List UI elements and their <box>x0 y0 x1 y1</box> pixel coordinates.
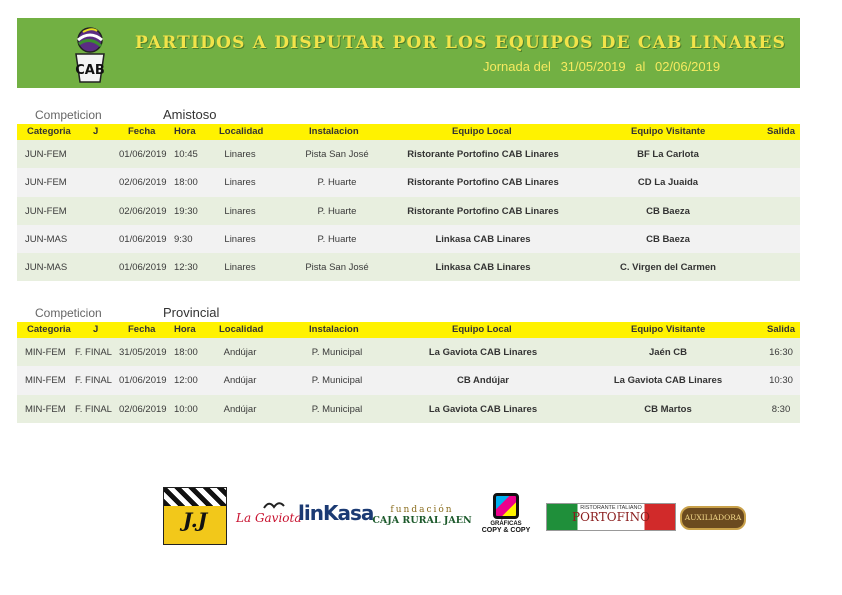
cell-categoria: JUN-MAS <box>25 233 68 245</box>
cell-equipo-visitante: CB Baeza <box>646 205 690 217</box>
col-equipo-local: Equipo Local <box>452 126 512 137</box>
cell-hora: 10:45 <box>174 149 198 160</box>
date-from: 31/05/2019 <box>560 59 626 74</box>
cell-fecha: 02/06/2019 <box>119 403 167 415</box>
cell-equipo-local: Ristorante Portofino CAB Linares <box>407 149 559 160</box>
cell-localidad: Andújar <box>223 403 257 415</box>
cell-instalacion: P. Municipal <box>311 375 363 387</box>
jj-sponsor-logo <box>163 487 227 545</box>
cell-hora: 18:00 <box>174 347 198 358</box>
cell-fecha: 01/06/2019 <box>119 375 167 387</box>
competition-row <box>17 304 800 322</box>
col-instalacion: Instalacion <box>309 324 359 335</box>
table-row <box>17 338 800 366</box>
linkasa-sponsor-logo: linKasa <box>298 501 374 525</box>
competition-value: Provincial <box>163 305 220 320</box>
caja-rural-text: CAJA RURAL JAEN <box>372 515 472 526</box>
logo-text: CAB <box>75 63 105 78</box>
col-equipo-visitante: Equipo Visitante <box>631 126 706 137</box>
table-row <box>17 366 800 394</box>
cell-categoria: MIN-FEM <box>25 347 66 358</box>
cell-fecha: 01/06/2019 <box>119 262 167 274</box>
table-row <box>17 225 800 253</box>
copy-copy-sponsor-logo <box>475 493 537 534</box>
cell-equipo-local: La Gaviota CAB Linares <box>428 403 538 415</box>
jornada-range <box>483 59 726 74</box>
header-banner <box>17 18 800 88</box>
fundacion-text: fundación <box>390 505 454 515</box>
cell-equipo-local: Ristorante Portofino CAB Linares <box>407 177 559 189</box>
cell-hora: 9:30 <box>174 233 193 245</box>
cell-instalacion: Pista San José <box>305 262 369 274</box>
cell-equipo-visitante: CB Martos <box>644 403 692 415</box>
jornada-al: al <box>635 59 646 74</box>
col-equipo-local: Equipo Local <box>452 324 512 335</box>
cell-categoria: MIN-FEM <box>25 375 66 387</box>
col-hora: Hora <box>174 324 196 335</box>
table-row <box>17 168 800 196</box>
cell-equipo-local: Linkasa CAB Linares <box>435 262 531 274</box>
cell-localidad: Linares <box>224 233 256 245</box>
cell-instalacion: P. Municipal <box>311 347 363 358</box>
cell-localidad: Linares <box>224 205 256 217</box>
cell-equipo-visitante: BF La Carlota <box>637 149 699 160</box>
col-j: J <box>93 126 99 137</box>
portofino-top-text: RISTORANTE ITALIANO <box>580 505 642 511</box>
cell-salida: 10:30 <box>769 375 793 387</box>
col-j: J <box>93 324 99 335</box>
cell-instalacion: P. Huarte <box>317 205 357 217</box>
cell-categoria: JUN-FEM <box>25 205 67 217</box>
cell-equipo-local: CB Andújar <box>457 375 509 387</box>
competition-row <box>17 106 800 124</box>
cell-equipo-visitante: CB Baeza <box>646 233 690 245</box>
cell-localidad: Linares <box>224 149 256 160</box>
col-fecha: Fecha <box>128 126 156 137</box>
col-fecha: Fecha <box>128 324 156 335</box>
cell-localidad: Linares <box>224 262 256 274</box>
cell-j: F. FINAL <box>75 375 112 387</box>
col-equipo-visitante: Equipo Visitante <box>631 324 706 335</box>
cell-equipo-visitante: C. Virgen del Carmen <box>620 262 716 274</box>
column-header-row <box>17 124 800 140</box>
cell-hora: 19:30 <box>174 205 198 217</box>
col-salida: Salida <box>767 324 795 335</box>
cell-equipo-visitante: La Gaviota CAB Linares <box>613 375 723 387</box>
col-salida: Salida <box>767 126 795 137</box>
cell-j: F. FINAL <box>75 403 112 415</box>
cell-categoria: JUN-MAS <box>25 262 68 274</box>
col-localidad: Localidad <box>219 324 264 335</box>
match-rows <box>17 338 800 423</box>
table-row <box>17 253 800 281</box>
jj-text: J.J <box>182 508 208 532</box>
cell-fecha: 02/06/2019 <box>119 177 167 189</box>
auxiliadora-sponsor-logo: AUXILIADORA <box>680 506 746 530</box>
cell-categoria: JUN-FEM <box>25 177 67 189</box>
cell-instalacion: P. Municipal <box>311 403 363 415</box>
cell-instalacion: P. Huarte <box>317 233 357 245</box>
cell-localidad: Andújar <box>223 375 257 387</box>
cell-equipo-local: La Gaviota CAB Linares <box>428 347 538 358</box>
cell-salida: 8:30 <box>771 403 791 415</box>
col-hora: Hora <box>174 126 196 137</box>
portofino-sponsor-logo <box>546 503 676 531</box>
cell-hora: 18:00 <box>174 177 198 189</box>
cell-hora: 12:30 <box>174 262 198 274</box>
cell-localidad: Linares <box>224 177 256 189</box>
cell-equipo-local: Linkasa CAB Linares <box>435 233 531 245</box>
competition-label: Competicion <box>35 108 102 122</box>
cell-fecha: 02/06/2019 <box>119 205 167 217</box>
table-row <box>17 395 800 423</box>
date-to: 02/06/2019 <box>655 59 721 74</box>
copy-top-text: GRÁFICAS <box>490 521 522 527</box>
gaviota-sponsor-logo: La Gaviota <box>236 511 302 525</box>
cell-fecha: 31/05/2019 <box>119 347 167 358</box>
cell-salida: 16:30 <box>769 347 793 358</box>
cell-equipo-visitante: Jaén CB <box>648 347 688 358</box>
competition-value: Amistoso <box>163 107 217 122</box>
section-amistoso <box>17 106 800 281</box>
cab-basketball-logo <box>67 24 113 88</box>
cell-fecha: 01/06/2019 <box>119 149 167 160</box>
page-title: PARTIDOS A DISPUTAR POR LOS EQUIPOS DE CAB LINARES <box>135 33 787 53</box>
col-categoria: Categoria <box>27 126 71 137</box>
copy-logo-icon <box>493 493 519 519</box>
cell-equipo-local: Ristorante Portofino CAB Linares <box>407 205 559 217</box>
section-provincial <box>17 304 800 423</box>
gaviota-bird-icon <box>263 499 285 513</box>
cell-hora: 12:00 <box>174 375 198 387</box>
cell-equipo-visitante: CD La Juaida <box>637 177 699 189</box>
cell-fecha: 01/06/2019 <box>119 233 167 245</box>
cell-categoria: MIN-FEM <box>25 403 66 415</box>
caja-rural-sponsor-logo <box>372 505 472 526</box>
table-row <box>17 140 800 168</box>
portofino-text: PORTOFINO <box>572 510 650 524</box>
cell-j: F. FINAL <box>75 347 112 358</box>
cell-instalacion: P. Huarte <box>317 177 357 189</box>
col-categoria: Categoria <box>27 324 71 335</box>
copy-text: COPY & COPY <box>481 527 531 534</box>
checkered-flag-icon <box>164 488 226 506</box>
cell-localidad: Andújar <box>223 347 257 358</box>
column-header-row <box>17 322 800 338</box>
jornada-label: Jornada del <box>483 59 551 74</box>
match-rows <box>17 140 800 281</box>
col-instalacion: Instalacion <box>309 126 359 137</box>
cell-instalacion: Pista San José <box>305 149 369 160</box>
cell-hora: 10:00 <box>174 403 198 415</box>
col-localidad: Localidad <box>219 126 264 137</box>
competition-label: Competicion <box>35 306 102 320</box>
sponsors-strip <box>160 485 750 545</box>
cell-categoria: JUN-FEM <box>25 149 67 160</box>
table-row <box>17 197 800 225</box>
